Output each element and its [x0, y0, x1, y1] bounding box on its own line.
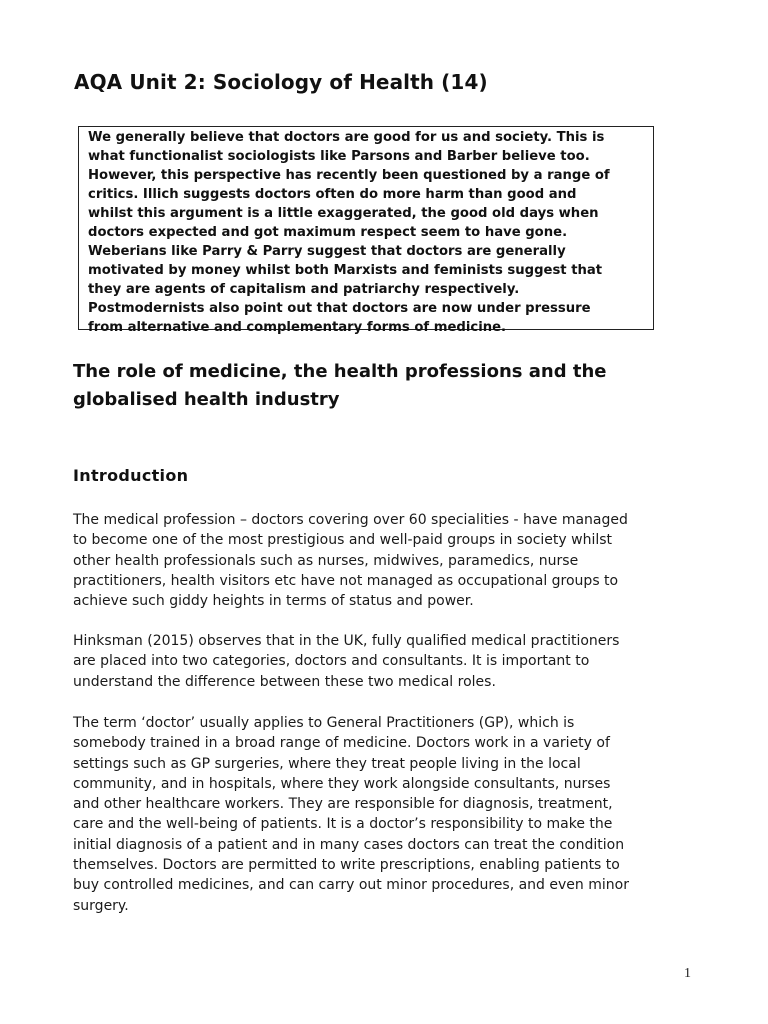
- summary-line: what functionalist sociologists like Parsons and Barber believe too.: [88, 149, 590, 164]
- section-heading-line: globalised health industry: [73, 389, 340, 410]
- page-title: AQA Unit 2: Sociology of Health (14): [74, 70, 488, 94]
- paragraph-line: Hinksman (2015) observes that in the UK, fully qualified medical practitioners: [73, 633, 620, 649]
- paragraph-line: The medical profession – doctors covering over 60 specialities - have managed: [73, 512, 628, 528]
- intro-paragraph-2: [73, 631, 703, 692]
- introduction-heading: Introduction: [73, 466, 189, 485]
- paragraph-line: settings such as GP surgeries, where they treat people living in the local: [73, 755, 581, 772]
- summary-box: [78, 126, 654, 335]
- paragraph-line: community, and in hospitals, where they work alongside consultants, nurses: [73, 775, 611, 792]
- section-heading-line: The role of medicine, the health professions and the: [73, 361, 607, 382]
- intro-paragraph-3: [73, 713, 703, 916]
- paragraph-line: and other healthcare workers. They are responsible for diagnosis, treatment,: [73, 796, 613, 813]
- paragraph-line: other health professionals such as nurses, midwives, paramedics, nurse: [73, 552, 579, 569]
- paragraph-line: The term ‘doctor’ usually applies to General Practitioners (GP), which is: [73, 715, 575, 731]
- paragraph-line: to become one of the most prestigious and well-paid groups in society whilst: [73, 532, 613, 549]
- paragraph-line: are placed into two categories, doctors and consultants. It is important to: [73, 653, 590, 670]
- summary-line: doctors expected and got maximum respect seem to have gone.: [88, 225, 568, 240]
- page-number: 1: [684, 966, 691, 981]
- paragraph-line: somebody trained in a broad range of medicine. Doctors work in a variety of: [73, 735, 610, 752]
- summary-line: We generally believe that doctors are good for us and society. This is: [88, 130, 605, 145]
- paragraph-line: themselves. Doctors are permitted to write prescriptions, enabling patients to: [73, 857, 620, 874]
- summary-line: However, this perspective has recently been questioned by a range of: [88, 168, 610, 183]
- paragraph-line: care and the well-being of patients. It is a doctor’s responsibility to make the: [73, 816, 613, 833]
- paragraph-line: surgery.: [73, 897, 129, 914]
- intro-paragraph-1: [73, 510, 703, 611]
- summary-line: they are agents of capitalism and patriarchy respectively.: [88, 282, 520, 297]
- paragraph-line: achieve such giddy heights in terms of status and power.: [73, 593, 474, 610]
- paragraph-line: initial diagnosis of a patient and in many cases doctors can treat the condition: [73, 836, 625, 853]
- section-heading: [73, 358, 713, 414]
- paragraph-line: understand the difference between these two medical roles.: [73, 673, 496, 690]
- summary-line: Weberians like Parry & Parry suggest that doctors are generally: [88, 244, 566, 259]
- summary-line: motivated by money whilst both Marxists and feminists suggest that: [88, 263, 603, 278]
- summary-line: whilst this argument is a little exaggerated, the good old days when: [88, 206, 599, 221]
- paragraph-line: practitioners, health visitors etc have not managed as occupational groups to: [73, 572, 619, 589]
- summary-line: critics. Illich suggests doctors often do more harm than good and: [88, 187, 577, 202]
- summary-line: Postmodernists also point out that doctors are now under pressure: [88, 301, 591, 316]
- paragraph-line: buy controlled medicines, and can carry out minor procedures, and even minor: [73, 877, 629, 894]
- summary-line: from alternative and complementary forms of medicine.: [88, 320, 507, 335]
